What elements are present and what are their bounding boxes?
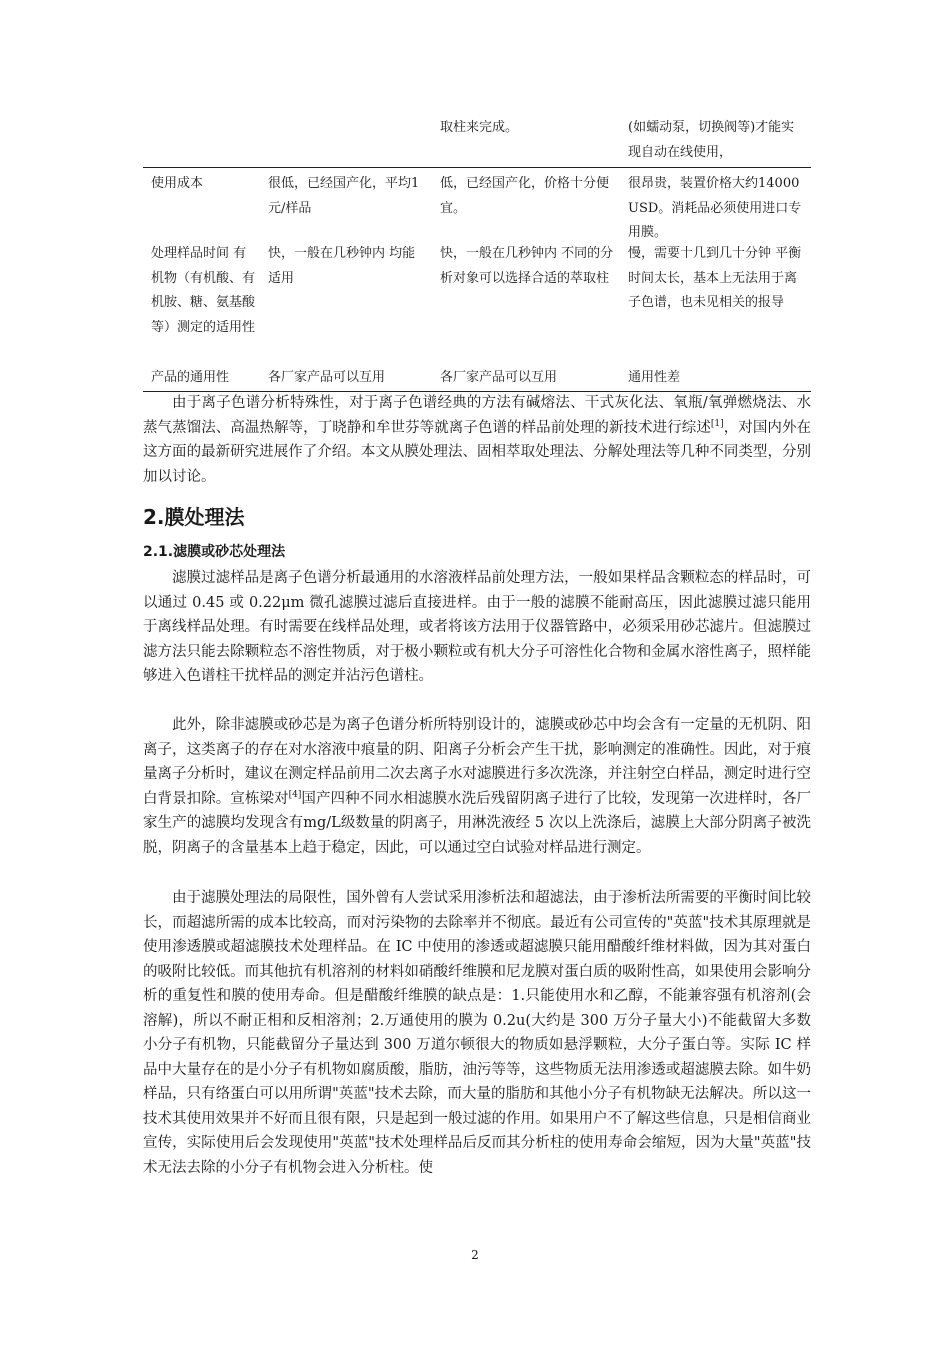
table-cell: 各厂家产品可以互用 [268,370,386,385]
table-cell: 取柱来完成。 [440,120,519,135]
table-cell: 很昂贵，装置价格大约14000USD。消耗品必须使用进口专用膜。 [628,176,802,240]
citation: [1] [710,418,724,429]
table-cell: 快，一般在几秒钟内 不同的分析对象可以选择合适的萃取柱 [440,246,614,286]
table-row [143,167,811,242]
section-heading: 2.膜处理法 [143,505,245,529]
comparison-table [143,110,811,392]
table-cell: 各厂家产品可以互用 [440,370,558,385]
body-paragraph: 滤膜过滤样品是离子色谱分析最通用的水溶液样品前处理方法，一般如果样品含颗粒态的样品时，可以通过 0.45 或 0.22μm 微孔滤膜过滤后直接进样。由于一般的滤膜不能耐高压，因此滤膜过滤只能用于离线样品处理。有时需要在线样品处理，或者将该方法用于仪器管路中，必须采用砂芯滤片。但滤膜过滤方法只能去除颗粒态不溶性物质，对于极小颗粒或有机大分子可溶性化合物和金属水溶性离子，照样能够进入色谱柱干扰样品的测定并沾污色谱柱。 [143,570,811,684]
paragraph-text: 由于离子色谱分析特殊性，对于离子色谱经典的方法有碱熔法、干式灰化法、氧瓶/氧弹燃烧法、水蒸气蒸馏法、高温热解等，丁晓静和牟世芬等就离子色谱的样品前处理的新技术进行综述 [143,395,811,436]
table-cell: 处理样品时间 有机物（有机酸、有机胺、糖、氨基酸等）测定的适用性 [151,246,256,335]
table-cell: 产品的通用性 [151,370,230,385]
intro-paragraph [143,391,811,489]
table-cell: 很低，已经国产化，平均1元/样品 [268,176,420,216]
table-cell [260,110,432,167]
table-cell: 慢，需要十几到几十分钟 平衡时间太长，基本上无法用于离子色谱，也未见相关的报导 [628,246,802,310]
table-cell: 使用成本 [151,176,204,191]
body-paragraph: 由于滤膜处理法的局限性，国外曾有人尝试采用渗析法和超滤法，由于渗析法所需要的平衡时间比较长，而超滤所需的成本比较高，而对污染物的去除率并不彻底。最近有公司宣传的"英蓝"技术其原理就是使用渗透膜或超滤膜技术处理样品。在 IC 中使用的渗透或超滤膜只能用醋酸纤维材料做，因为其对蛋白的吸附比较低。而其他抗有机溶剂的材料如硝酸纤维膜和尼龙膜对蛋白质的吸附性高，如果使用会影响分析的重复性和膜的使用寿命。但是醋酸纤维膜的缺点是：1.只能使用水和乙醇，不能兼容强有机溶剂(会溶解)，所以不耐正相和反相溶剂；2.万通使用的膜为 0.2u(大约是 300 万分子量大小)不能截留大多数小分子有机物，只能截留分子量达到 300 万道尔顿很大的物质如悬浮颗粒，大分子蛋白等。实际 IC 样品中大量存在的是小分子有机物如腐质酸，脂肪，油污等等，这些物质无法用渗透或超滤膜去除。如牛奶样品，只有络蛋白可以用所谓"英蓝"技术去除，而大量的脂肪和其他小分子有机物缺无法解决。所以这一技术其使用效果并不好而且很有限，只是起到一般过滤的作用。如果用户不了解这些信息，只是相信商业宣传，实际使用后会发现使用"英蓝"技术处理样品后反而其分析柱的使用寿命会缩短，因为大量"英蓝"技术无法去除的小分子有机物会进入分析柱。使 [143,890,811,1176]
table-cell: 通用性差 [628,370,681,385]
table-cell [143,110,260,167]
paragraph-text: ，对国内外在这方面的最新研究进展作了介绍。本文从膜处理法、固相萃取处理法、分解处理法等几种不同类型，分别加以讨论。 [143,419,812,485]
table-row [143,365,811,392]
table-cell: 低，已经国产化，价格十分便宜。 [440,176,610,216]
table-row [143,242,811,365]
table-cell: (如蠕动泵，切换阀等)才能实现自动在线使用， [628,120,795,160]
subsection-heading: 2.1.滤膜或砂芯处理法 [143,544,286,560]
citation: [4] [288,789,302,800]
body-paragraph [143,713,811,860]
paragraph-text: 此外，除非滤膜或砂芯是为离子色谱分析所特别设计的，滤膜或砂芯中均会含有一定量的无机阴、阳离子，这类离子的存在对水溶液中痕量的阴、阳离子分析会产生干扰，影响测定的准确性。因此，对于痕量离子分析时，建议在测定样品前用二次去离子水对滤膜进行多次洗涤，并注射空白样品，测定时进行空白背景扣除。宣栋梁对 [143,717,811,807]
page-number: 2 [471,1248,479,1262]
table-cell: 快，一般在几秒钟内 均能适用 [268,246,416,286]
paragraph-text: 国产四种不同水相滤膜水洗后残留阴离子进行了比较，发现第一次进样时，各厂家生产的滤膜均发现含有mg/L级数量的阴离子，用淋洗液经 5 次以上洗涤后，滤膜上大部分阴离子被洗脱，阴离子的含量基本上趋于稳定，因此，可以通过空白试验对样品进行测定。 [143,790,812,856]
table-row [143,110,811,167]
